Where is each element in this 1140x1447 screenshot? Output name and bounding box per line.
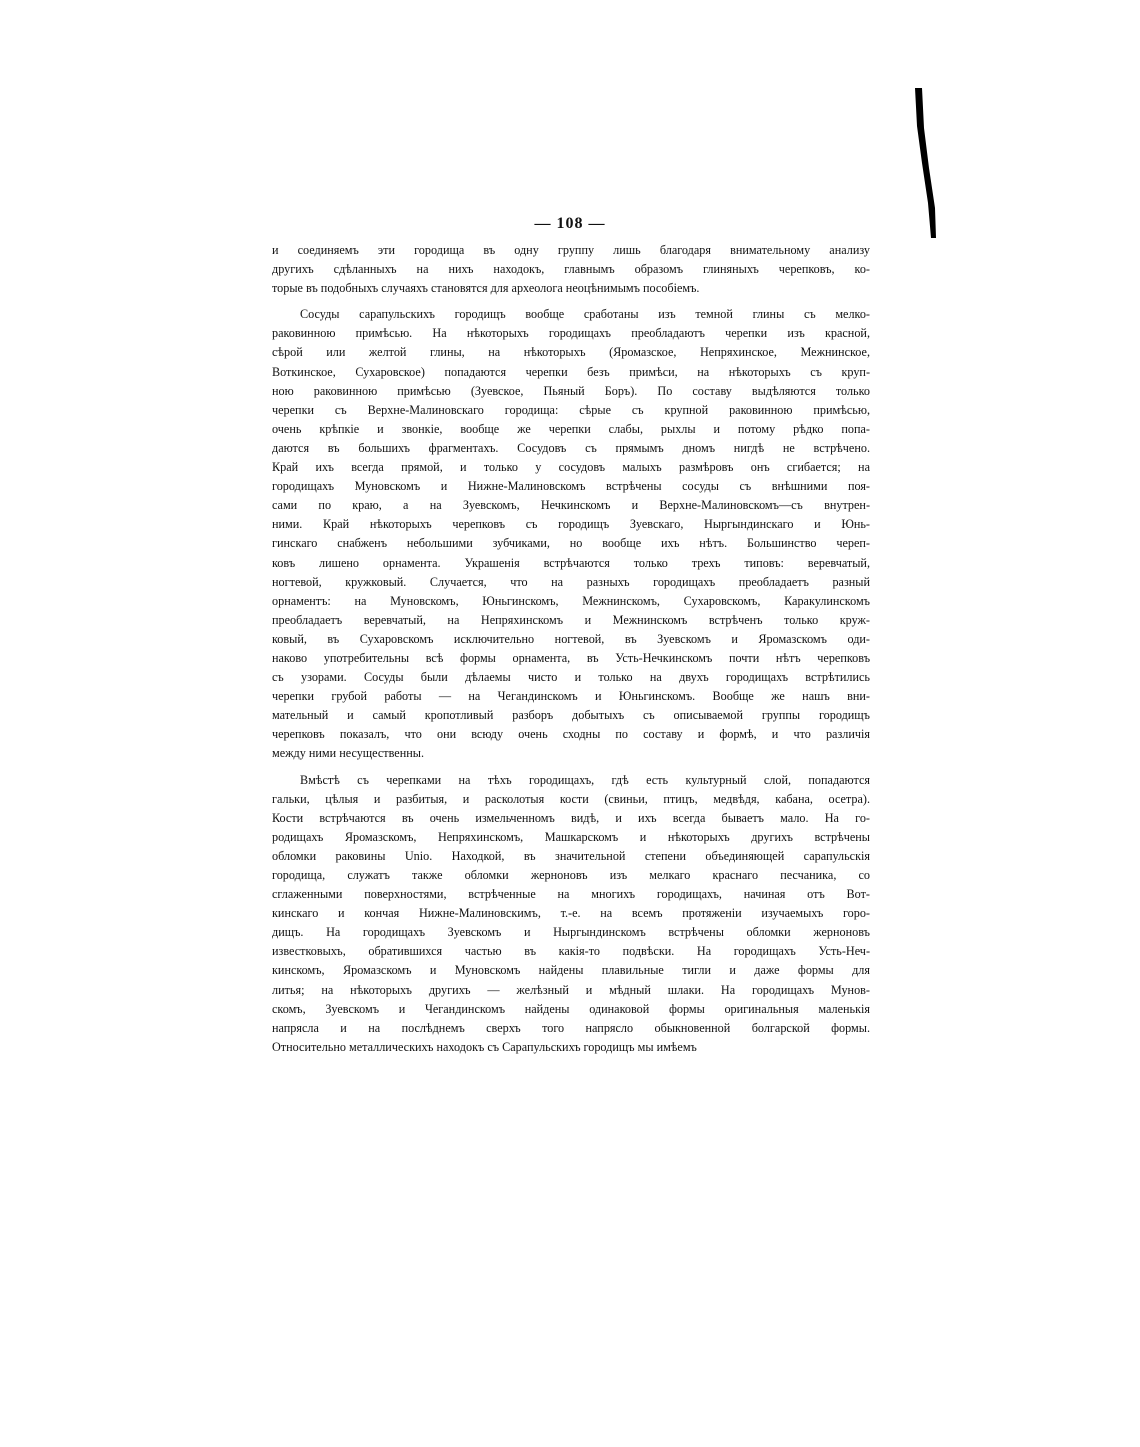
text-line: Край ихъ всегда прямой, и только у сосудовъ малыхъ размѣровъ онъ сгибается; на: [272, 460, 870, 475]
text-line: очень крѣпкіе и звонкіе, вообще же черепки слабы, рыхлы и потому рѣдко попа-: [272, 421, 870, 436]
text-line: Сосуды сарапульскихъ городищъ вообще сработаны изъ темной глины съ мелко-: [300, 307, 870, 322]
text-line: скомъ, Зуевскомъ и Чегандинскомъ найдены одинаковой формы оригинальныя маленькія: [272, 1001, 870, 1016]
paragraph: [272, 305, 870, 763]
page-number: — 108 —: [534, 215, 606, 232]
text-line: Вмѣстѣ съ черепками на тѣхъ городищахъ, гдѣ есть культурный слой, попадаются: [300, 772, 870, 787]
text-line: ногтевой, кружковый. Случается, что на разныхъ городищахъ преобладаетъ разный: [272, 574, 870, 589]
text-line: обломки раковины Unio. Находкой, въ значительной степени объединяющей сарапульскія: [272, 848, 870, 863]
text-line: черепковъ показалъ, что они всюду очень сходны по составу и формѣ, и что различія: [272, 727, 870, 742]
paragraph-gap: [272, 764, 870, 771]
text-line: сѣрой или желтой глины, на нѣкоторыхъ (Яромазское, Непряхинское, Межнинское,: [272, 345, 870, 360]
text-line: сглаженными поверхностями, встрѣченные на многихъ городищахъ, начиная отъ Вот-: [272, 887, 870, 902]
text-line: гинскаго снабженъ небольшими зубчиками, но вообще ихъ нѣтъ. Большинство череп-: [272, 536, 870, 551]
text-line: напрясла и на послѣднемъ сверхъ того напрясло обыкновенной болгарской формы.: [272, 1020, 870, 1035]
text-line: городища, служатъ также обломки жерноновъ изъ мелкаго краснаго песчаника, со: [272, 868, 870, 882]
text-line: литья; на нѣкоторыхъ другихъ — желѣзный и мѣдный шлаки. На городищахъ Мунов-: [272, 982, 870, 997]
text-line: даются въ большихъ фрагментахъ. Сосудовъ съ прямымъ дномъ нигдѣ не встрѣчено.: [272, 440, 870, 455]
text-line: Относительно металлическихъ находокъ съ Сарапульскихъ городищъ мы имѣемъ: [272, 1039, 697, 1054]
text-line: кинскаго и кончая Нижне-Малиновскимъ, т.-е. на всемъ протяженіи изучаемыхъ горо-: [272, 906, 870, 921]
text-line: съ узорами. Сосуды были дѣлаемы чисто и только на двухъ городищахъ встрѣтились: [272, 670, 870, 685]
text-line: кинскомъ, Яромазскомъ и Муновскомъ найдены плавильные тигли и даже формы для: [272, 963, 870, 978]
text-line: мательный и самый кропотливый разборъ добытыхъ съ описываемой группы городищъ: [272, 708, 870, 723]
text-line: и соединяемъ эти городища въ одну группу лишь благодаря внимательному анализу: [272, 243, 870, 257]
text-line: известковыхъ, обратившихся частью въ какія-то подвѣски. На городищахъ Усть-Неч-: [272, 944, 870, 959]
text-line: ковъ лишено орнамента. Украшенія встрѣчаются только трехъ типовъ: веревчатый,: [272, 555, 870, 570]
text-line: городищахъ Муновскомъ и Нижне-Малиновскомъ встрѣчены сосуды съ внѣшними поя-: [272, 479, 870, 494]
text-line: орнаментъ: на Муновскомъ, Юньгинскомъ, Межнинскомъ, Сухаровскомъ, Каракулинскомъ: [272, 593, 870, 608]
text-line: черепки грубой работы — на Чегандинскомъ и Юньгинскомъ. Вообще же нашъ вни-: [272, 689, 870, 704]
text-line: между ними несущественны.: [272, 746, 424, 761]
text-line: ковый, въ Сухаровскомъ исключительно ногтевой, въ Зуевскомъ и Яромазскомъ оди-: [272, 631, 870, 646]
body-text: [272, 241, 870, 1057]
text-line: наково употребительны всѣ формы орнамента, въ Усть-Нечкинскомъ почти нѣтъ черепковъ: [272, 650, 870, 665]
text-line: преобладаетъ веревчатый, на Непряхинскомъ и Межнинскомъ встрѣченъ только круж-: [272, 612, 870, 627]
text-line: черепки съ Верхне-Малиновскаго городища: сѣрые съ крупной раковинною примѣсью,: [272, 402, 870, 417]
text-line: Кости встрѣчаются въ очень измельченномъ видѣ, и ихъ всегда бываетъ мало. На го-: [272, 810, 870, 825]
text-line: сами по краю, а на Зуевскомъ, Нечкинскомъ и Верхне-Малиновскомъ—съ внутрен-: [272, 498, 870, 513]
paragraph: [272, 771, 870, 1057]
text-line: дищъ. На городищахъ Зуевскомъ и Ныргындинскомъ встрѣчены обломки жерноновъ: [272, 925, 870, 940]
text-line: гальки, цѣлыя и разбитыя, и расколотыя кости (свиньи, птицъ, медвѣдя, кабана, осетра).: [272, 791, 870, 806]
text-line: Воткинское, Сухаровское) попадаются черепки безъ примѣси, на нѣкоторыхъ съ круп-: [272, 364, 870, 379]
text-line: другихъ сдѣланныхъ на нихъ находокъ, главнымъ образомъ глиняныхъ черепковъ, ко-: [272, 262, 870, 277]
text-line: родищахъ Яромазскомъ, Непряхинскомъ, Машкарскомъ и нѣкоторыхъ другихъ встрѣчены: [272, 829, 870, 844]
paragraph-gap: [272, 298, 870, 305]
text-line: раковинною примѣсью. На нѣкоторыхъ городищахъ преобладаютъ черепки изъ красной,: [272, 326, 870, 341]
text-line: ною раковинною примѣсью (Зуевское, Пьяный Боръ). По составу выдѣляются только: [272, 383, 870, 398]
text-line: ними. Край нѣкоторыхъ черепковъ съ городищъ Зуевскаго, Ныргындинскаго и Юнь-: [272, 517, 870, 532]
paragraph: [272, 241, 870, 298]
text-line: торые въ подобныхъ случаяхъ становятся для археолога неоцѣнимымъ пособіемъ.: [272, 281, 700, 296]
